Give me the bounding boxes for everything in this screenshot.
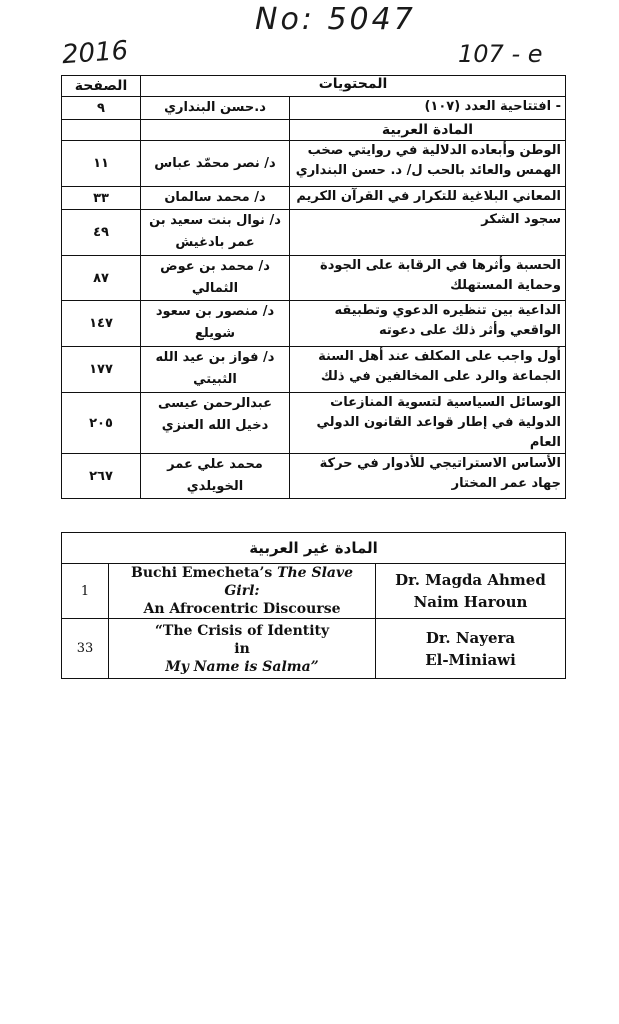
article-title: أول واجب على المكلف عند أهل السنة الجماعة والرد على المخالفين في ذلك	[290, 347, 566, 393]
article-page: ١١	[62, 141, 141, 187]
table-row	[62, 256, 566, 301]
title-part: “The Crisis of Identity	[154, 622, 330, 639]
article-author: د/ نصر محمّد عباس	[141, 141, 290, 187]
foreign-header-row	[62, 533, 566, 564]
opening-row	[62, 97, 566, 120]
opening-title: - افتتاحية العدد (١٠٧)	[290, 97, 566, 120]
article-author	[376, 564, 566, 619]
article-author: د/ محمد بن عوض الثمالي	[141, 256, 290, 301]
empty-cell	[62, 120, 141, 141]
article-author	[376, 619, 566, 679]
section-row	[62, 120, 566, 141]
article-page: ٣٣	[62, 187, 141, 210]
table-row	[62, 301, 566, 347]
empty-cell	[141, 120, 290, 141]
table-row	[62, 141, 566, 187]
author-line: El-Miniawi	[425, 650, 516, 669]
table-row	[62, 619, 566, 679]
title-part: Buchi Emecheta’s	[131, 565, 278, 581]
title-italic-part: The Slave Girl:	[224, 565, 353, 599]
opening-author: د.حسن البنداري	[141, 97, 290, 120]
article-title: سجود الشكر	[290, 210, 566, 256]
article-title: الوطن وأبعاده الدلالية في روايتي صخب الهمس والعائد بالحب ل/ د. حسن البنداري	[290, 141, 566, 187]
article-title: الوسائل السياسية لتسوية المنازعات الدولية في إطار قواعد القانون الدولي العام	[290, 393, 566, 454]
article-title: المعاني البلاغية للتكرار في القرآن الكريم	[290, 187, 566, 210]
article-title	[109, 619, 376, 679]
article-author: محمد علي عمر الخويلدي	[141, 454, 290, 499]
foreign-section-heading: المادة غير العربية	[62, 533, 566, 564]
table-row	[62, 347, 566, 393]
table-row	[62, 564, 566, 619]
article-title: الداعية بين تنظيره الدعوي وتطبيقه الواقعي وأثر ذلك على دعوته	[290, 301, 566, 347]
article-author: د/ منصور بن سعود شويلع	[141, 301, 290, 347]
article-author: د/ محمد سالمان	[141, 187, 290, 210]
title-part: in	[234, 640, 250, 657]
contents-title-header: المحتويات	[141, 76, 566, 97]
article-author: عبدالرحمن عيسى دخيل الله العنزي	[141, 393, 290, 454]
author-line: Dr. Nayera	[425, 628, 516, 647]
article-title: الأساس الاستراتيجي للأدوار في حركة جهاد عمر المختار	[290, 454, 566, 499]
handwritten-reference-number: No: 5047	[255, 2, 416, 37]
arabic-section-heading: المادة العربية	[290, 120, 566, 141]
table-row	[62, 393, 566, 454]
foreign-contents-table	[61, 532, 566, 679]
table-row	[62, 187, 566, 210]
article-page: ٤٩	[62, 210, 141, 256]
author-line: Naim Haroun	[413, 593, 528, 611]
article-page: 1	[62, 564, 109, 619]
page-column-header: الصفحة	[62, 76, 141, 97]
article-author: د/ نوال بنت سعيد بن عمر بادغيش	[141, 210, 290, 256]
article-title	[109, 564, 376, 619]
article-page: ١٧٧	[62, 347, 141, 393]
handwritten-year: 2016	[61, 35, 130, 71]
table-row	[62, 454, 566, 499]
author-line: Dr. Magda Ahmed	[395, 571, 546, 589]
table-row	[62, 210, 566, 256]
arabic-contents-table	[61, 75, 566, 499]
contents-header-row	[62, 76, 566, 97]
title-italic-part: My Name is Salma”	[165, 658, 319, 675]
article-title: الحسبة وأثرها في الرقابة على الجودة وحماية المستهلك	[290, 256, 566, 301]
article-page: ١٤٧	[62, 301, 141, 347]
opening-page: ٩	[62, 97, 141, 120]
article-page: ٨٧	[62, 256, 141, 301]
handwritten-issue-number: 107 - e	[458, 40, 543, 68]
article-author: د/ فواز بن عيد الله الثبيتي	[141, 347, 290, 393]
article-page: ٢٦٧	[62, 454, 141, 499]
title-part: An Afrocentric Discourse	[143, 601, 341, 617]
article-page: 33	[62, 619, 109, 679]
article-page: ٢٠٥	[62, 393, 141, 454]
